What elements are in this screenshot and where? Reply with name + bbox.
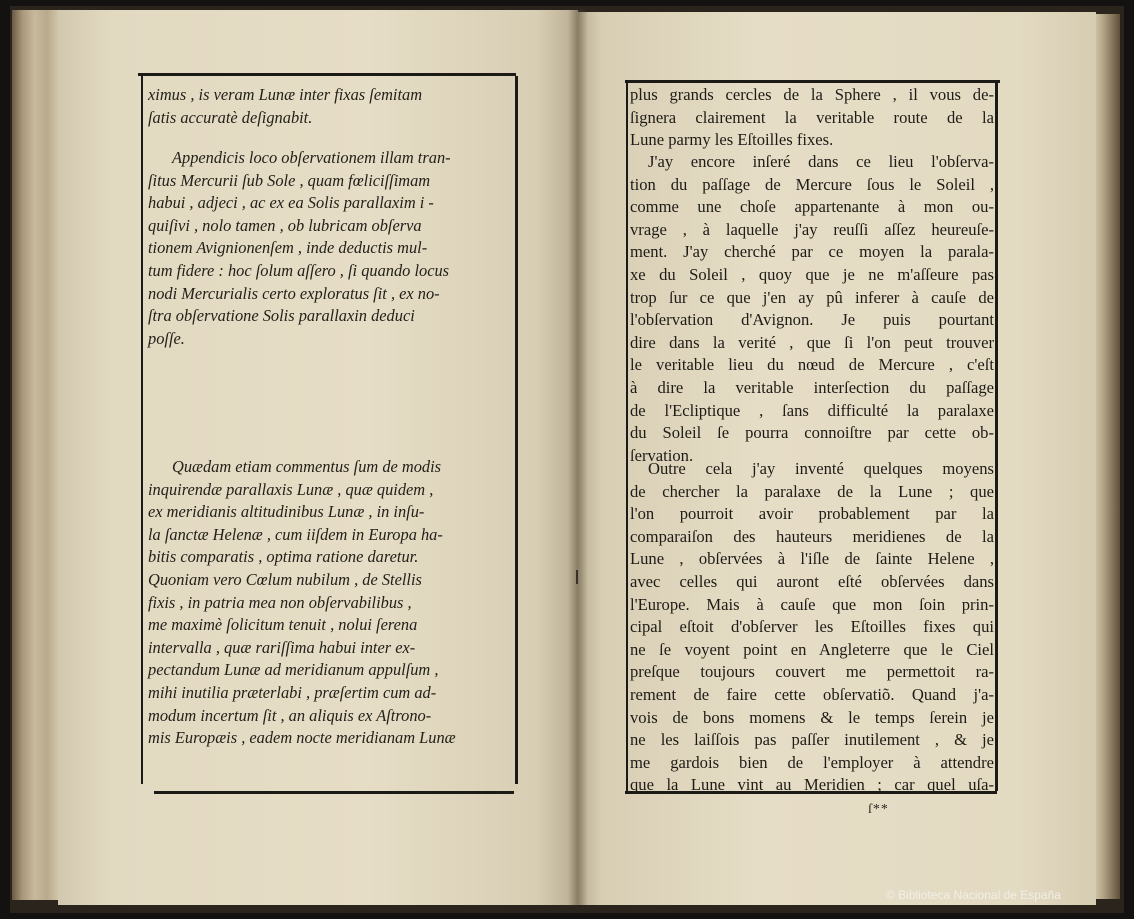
right-frame-right-rule xyxy=(995,83,998,791)
left-frame-bottom-rule xyxy=(154,791,514,794)
text-line: Quoniam vero Cœlum nubilum , de Stellis xyxy=(148,569,422,589)
text-line: me maximè ſolicitum tenuit , nolui ſerena xyxy=(148,615,418,635)
text-line: dire dans la verité , que ſi l'on peut trouver xyxy=(630,332,994,352)
text-line: fixis , in patria mea non obſervabilibus , xyxy=(148,592,412,612)
text-line: l'obſervation d'Avignon. Je puis pourtant xyxy=(630,310,994,330)
text-line: ſatis accuratè deſignabit. xyxy=(148,107,313,127)
text-line: plus grands cercles de la Sphere , il vous de- xyxy=(630,85,994,104)
left-page-edges xyxy=(12,10,62,900)
text-line: me gardois bien de l'employer à attendre xyxy=(630,752,994,772)
french-paragraph-3 xyxy=(630,458,994,797)
text-line: de l'Ecliptique , ſans difficulté la paralaxe xyxy=(630,400,994,420)
text-line: l'Europe. Mais à cauſe que mon ſoin prin- xyxy=(630,594,994,614)
latin-paragraph-1 xyxy=(148,84,516,129)
text-line: Outre cela j'ay inventé quelques moyens xyxy=(648,459,994,478)
text-line: pectandum Lunæ ad meridianum appulſum , xyxy=(148,660,439,680)
text-line: tionem Avignionenſem , inde deductis mul- xyxy=(148,238,428,258)
latin-paragraph-2 xyxy=(148,147,516,350)
latin-paragraph-3 xyxy=(148,456,516,750)
text-line: vois de bons momens & le temps ſerein je xyxy=(630,707,994,727)
signature-mark: ſ** xyxy=(868,802,889,817)
french-paragraph-1 xyxy=(630,84,994,152)
text-line: mihi inutilia præterlabi , præſertim cum ad- xyxy=(148,682,437,702)
text-line: que la Lune vint au Meridien ; car quel uſa- xyxy=(630,775,994,795)
text-line: cipal eſtoit d'obſerver les Eſtoilles fixes qui xyxy=(630,617,994,637)
text-line: tum fidere : hoc ſolum aſſero , ſi quando locus xyxy=(148,260,450,280)
text-line: mis Europæis , eadem nocte meridianam Lunæ xyxy=(148,728,456,748)
text-line: preſque toujours couvert me permettoit ra- xyxy=(630,662,994,682)
text-line: ne les laiſſois pas paſſer inutilement , & je xyxy=(630,730,994,750)
text-line: la ſanctæ Helenæ , cum iiſdem in Europa ha- xyxy=(148,524,443,544)
book-gutter xyxy=(568,10,588,905)
text-line: le veritable lieu du nœud de Mercure , c'eſt xyxy=(630,355,994,375)
text-line: rement de faire cette obſervatiõ. Quand j'a- xyxy=(630,684,994,704)
text-line: de chercher la paralaxe de la Lune ; que xyxy=(630,481,994,501)
text-line: J'ay encore inſeré dans ce lieu l'obſerva- xyxy=(648,152,994,171)
text-line: ne ſe voyent point en Angleterre que le Ciel xyxy=(630,639,994,659)
right-frame-top-rule xyxy=(625,80,1000,83)
text-line: Lune parmy les Eſtoilles fixes. xyxy=(630,130,834,150)
text-line: intervalla , quæ rariſſima habui inter ex- xyxy=(148,637,416,657)
text-line: xe du Soleil , quoy que je ne m'aſſeure pas xyxy=(630,264,994,284)
text-line: habui , adjeci , ac ex ea Solis parallaxim i - xyxy=(148,193,434,213)
text-line: bitis comparatis , optima ratione daretur. xyxy=(148,547,419,567)
text-line: inquirendæ parallaxis Lunæ , quæ quidem , xyxy=(148,479,434,499)
text-line: avec celles qui auront eſté obſervées dans xyxy=(630,571,994,591)
text-line: poſſe. xyxy=(148,328,185,348)
text-line: trop ſur ce que j'en ay pû inferer à cauſe de xyxy=(630,287,994,307)
left-frame-left-rule xyxy=(141,76,143,784)
text-line: ſervation. xyxy=(630,445,694,465)
text-line: nodi Mercurialis certo exploratus ſit , ex no- xyxy=(148,283,440,303)
text-line: vrage , à laquelle j'ay reuſſi aſſez heureuſe- xyxy=(630,219,994,239)
text-line: du Soleil ſe pourra connoiſtre par cette ob- xyxy=(630,423,994,443)
margin-mark xyxy=(576,570,578,584)
text-line: Lune , obſervées à l'iſle de ſainte Helene , xyxy=(630,549,994,569)
text-line: ximus , is veram Lunæ inter fixas ſemitam xyxy=(148,85,423,104)
text-line: ſtra obſervatione Solis parallaxin deduci xyxy=(148,306,415,326)
copyright-notice: © Biblioteca Nacional de España xyxy=(886,888,1061,902)
text-line: modum incertum ſit , an aliquis ex Aſtrono- xyxy=(148,705,432,725)
text-line: l'on pourroit avoir probablement par la xyxy=(630,504,994,524)
text-line: Quædam etiam commentus ſum de modis xyxy=(172,457,442,476)
left-frame-top-rule xyxy=(138,73,516,76)
text-line: quiſivi , nolo tamen , ob lubricam obſerva xyxy=(148,215,422,235)
text-line: ſignera clairement la veritable route de la xyxy=(630,107,994,127)
french-paragraph-2 xyxy=(630,151,994,467)
text-line: comparaiſon des hauteurs meridienes de la xyxy=(630,526,994,546)
text-line: ſitus Mercurii ſub Sole , quam fœliciſſimam xyxy=(148,170,431,190)
text-line: Appendicis loco obſervationem illam tran- xyxy=(172,148,451,167)
text-line: ment. J'ay cherché par ce moyen la parala- xyxy=(630,242,994,262)
right-page-edges xyxy=(1092,14,1120,899)
text-line: ex meridianis altitudinibus Lunæ , in inſu- xyxy=(148,502,425,522)
text-line: comme une choſe appartenante à mon ou- xyxy=(630,197,994,217)
text-line: tion du paſſage de Mercure ſous le Soleil , xyxy=(630,174,994,194)
text-line: à dire la veritable interſection du paſſage xyxy=(630,377,994,397)
right-frame-left-rule xyxy=(626,83,628,791)
